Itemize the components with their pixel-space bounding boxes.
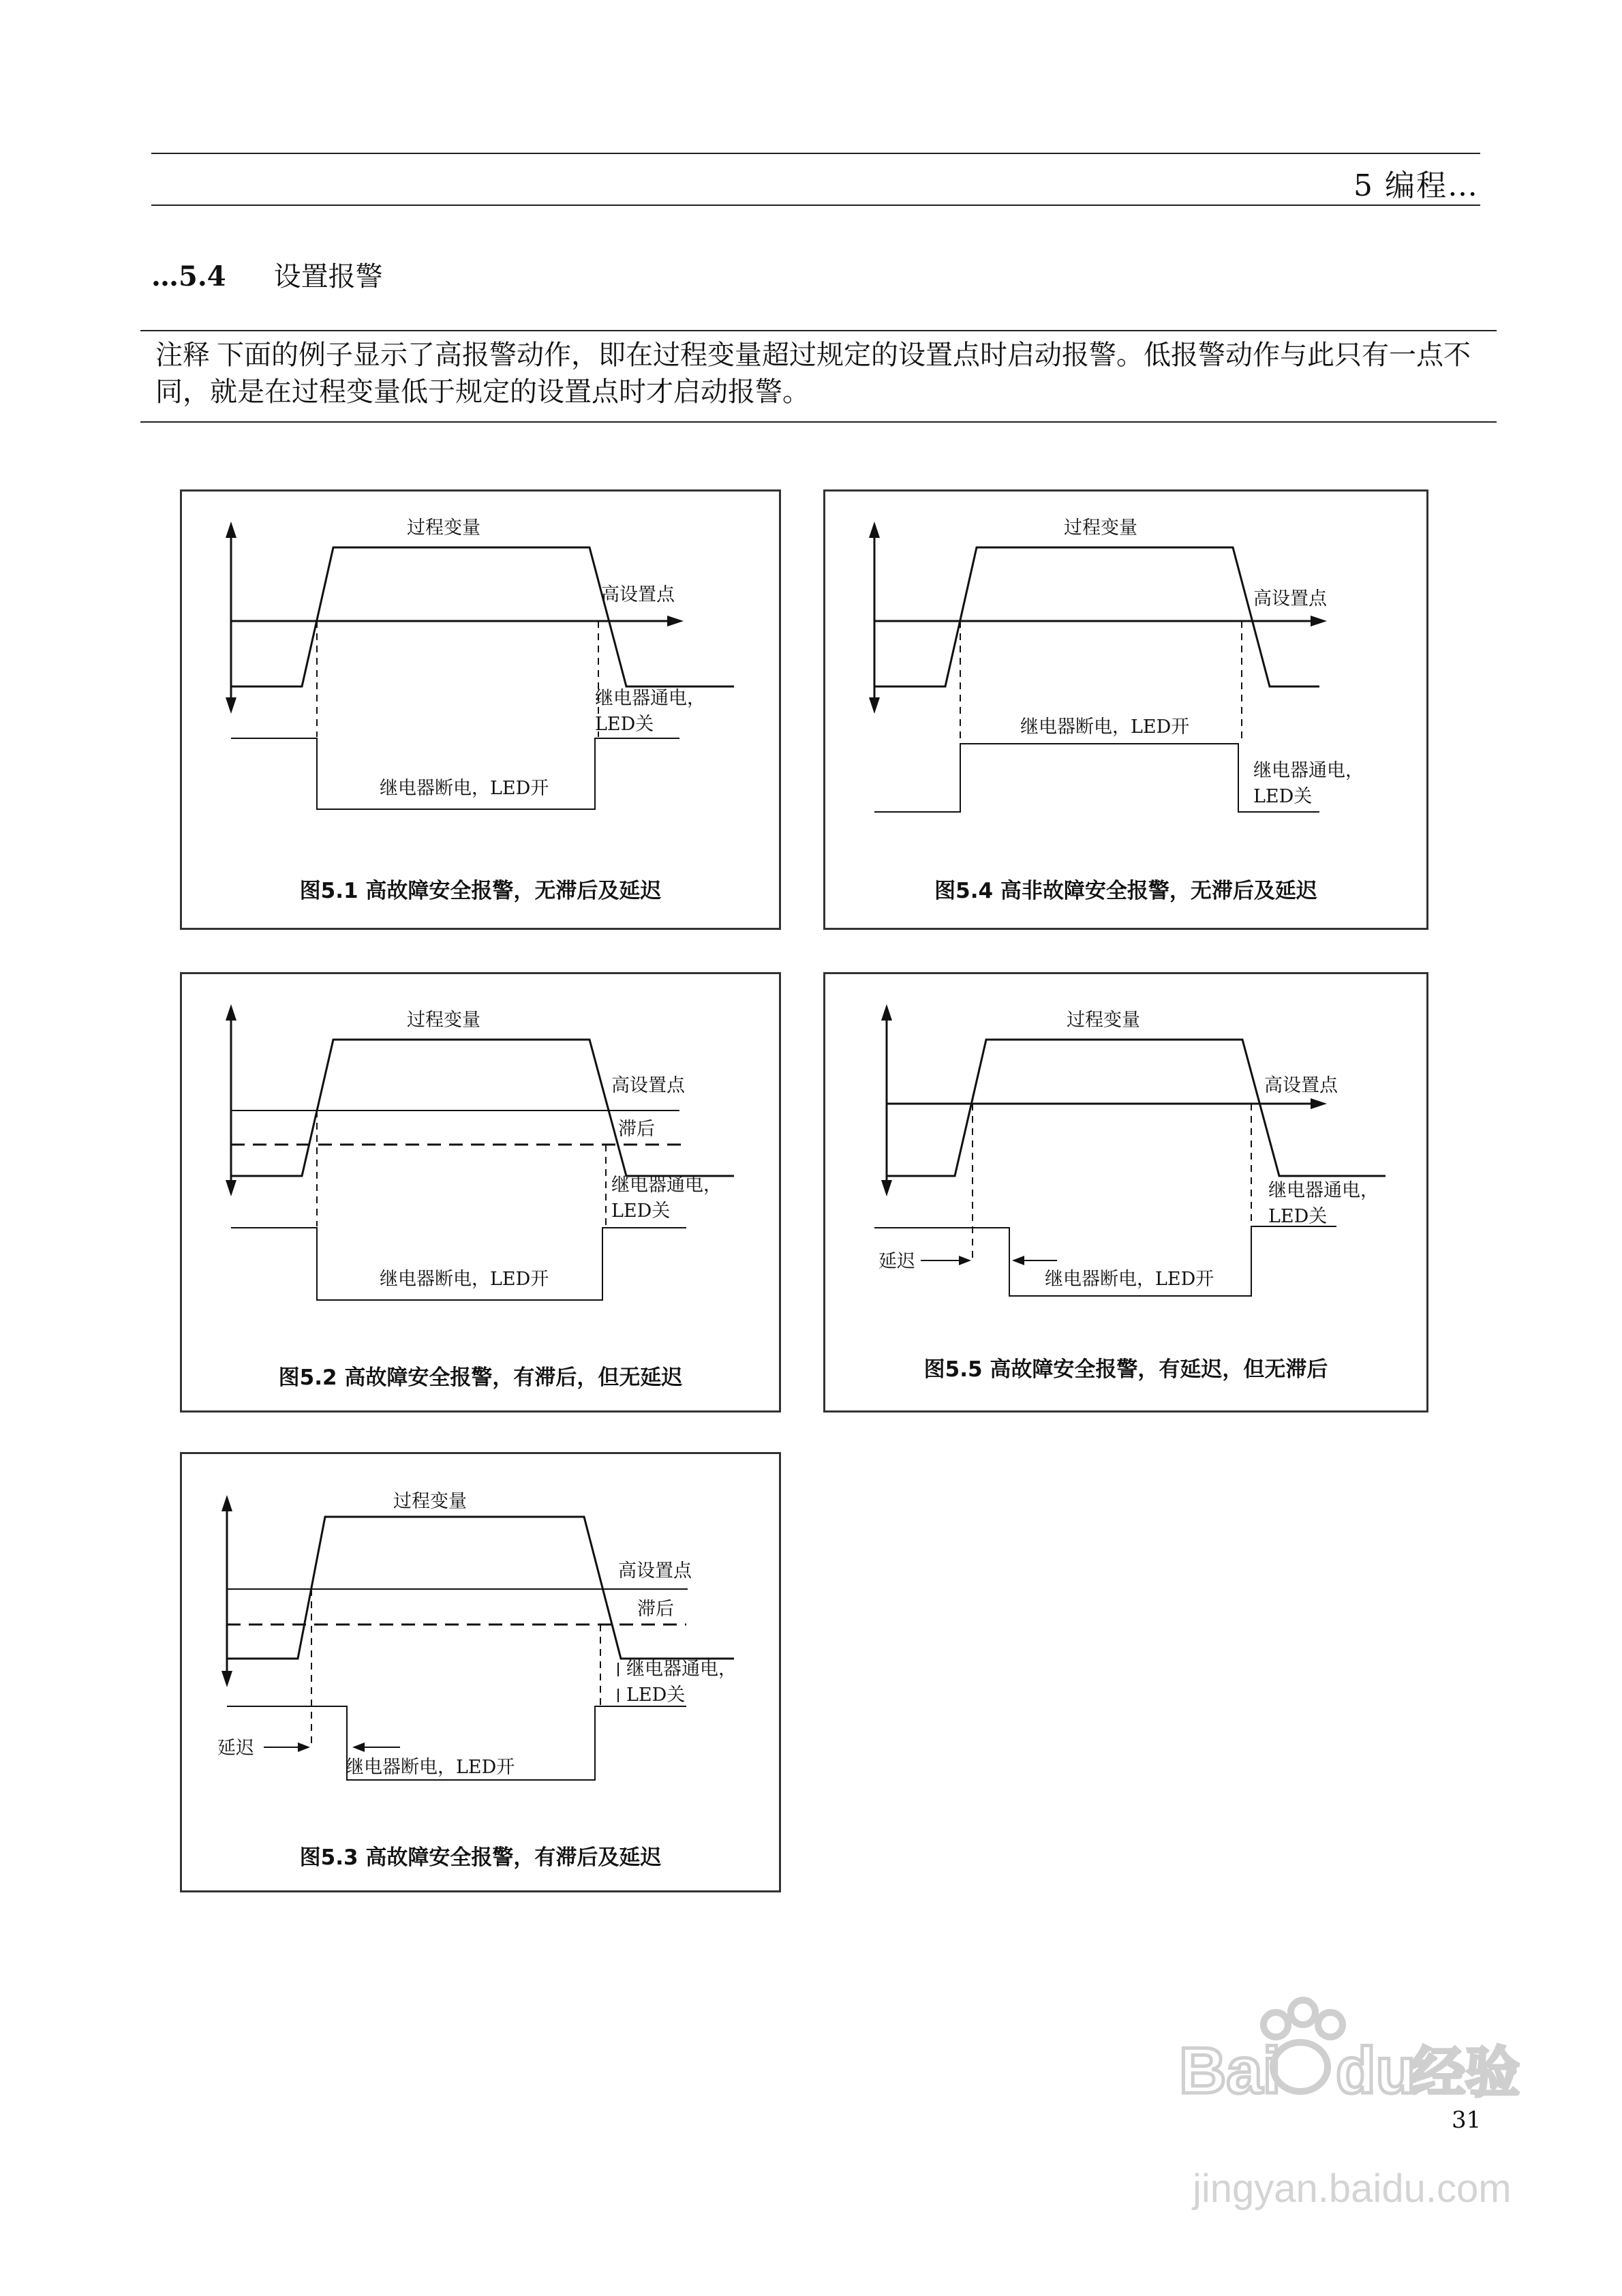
section-heading <box>151 255 383 294</box>
figure-5-1 <box>180 489 781 930</box>
label-delay: 延迟 <box>217 1738 254 1759</box>
label-relay-on-1: 继电器通电， <box>1253 760 1364 781</box>
setpoint-arrow <box>1311 616 1327 626</box>
header-bottom-rule <box>151 205 1480 206</box>
axis-arrow-down <box>226 697 236 714</box>
label-high-setpoint: 高设置点 <box>618 1560 692 1582</box>
figure-5-3-caption: 图5.3 高故障安全报警，有滞后及延迟 <box>299 1845 662 1870</box>
figure-5-5 <box>823 972 1428 1413</box>
process-variable-curve <box>227 1517 734 1659</box>
figure-5-5-diagram <box>825 974 1430 1415</box>
label-high-setpoint: 高设置点 <box>1253 588 1327 609</box>
axis-arrow-down <box>881 1180 892 1196</box>
label-hysteresis: 滞后 <box>637 1599 674 1620</box>
process-variable-curve <box>231 1040 734 1176</box>
delay-arrowhead-left <box>298 1742 310 1752</box>
delay-arrowhead-right <box>1012 1256 1024 1265</box>
label-delay: 延迟 <box>878 1251 915 1272</box>
figure-5-4-diagram <box>825 492 1430 932</box>
note-block <box>155 337 1491 410</box>
axis-arrow-down <box>221 1671 232 1687</box>
label-relay-on-1: 继电器通电， <box>595 688 705 709</box>
label-relay-off: 继电器断电，LED开 <box>380 1269 549 1290</box>
figure-5-5-caption: 图5.5 高故障安全报警，有延迟，但无滞后 <box>923 1357 1328 1382</box>
label-relay-on-1: 继电器通电， <box>611 1175 722 1196</box>
section-title: 设置报警 <box>273 261 383 292</box>
figure-5-1-caption: 图5.1 高故障安全报警，无滞后及延迟 <box>299 879 662 903</box>
figure-5-2-diagram <box>182 974 783 1415</box>
label-process-variable: 过程变量 <box>407 1010 480 1031</box>
label-relay-on-1: 继电器通电， <box>626 1659 737 1680</box>
page-number: 31 <box>1452 2106 1482 2134</box>
figure-5-2 <box>180 972 781 1413</box>
label-process-variable: 过程变量 <box>393 1491 467 1512</box>
label-relay-on-1: 继电器通电， <box>1268 1180 1379 1201</box>
note-text: 下面的例子显示了高报警动作，即在过程变量超过规定的设置点时启动报警。低报警动作与此只有一点不同，就是在过程变量低于规定的设置点时才启动报警。 <box>155 339 1471 408</box>
label-high-setpoint: 高设置点 <box>611 1075 685 1096</box>
running-header: 5 编程… <box>1353 168 1479 203</box>
watermark-brand-2: du <box>1336 2034 1416 2107</box>
setpoint-arrow <box>667 616 684 626</box>
figure-5-4-caption: 图5.4 高非故障安全报警，无滞后及延迟 <box>934 879 1317 903</box>
figure-5-4 <box>823 489 1428 930</box>
label-relay-off: 继电器断电，LED开 <box>1045 1269 1214 1290</box>
figure-5-3 <box>180 1452 781 1892</box>
label-relay-off: 继电器断电，LED开 <box>1020 716 1190 738</box>
label-process-variable: 过程变量 <box>1064 517 1137 539</box>
axis-arrow-up <box>869 522 880 538</box>
label-relay-on-2: LED关 <box>1268 1206 1328 1227</box>
label-high-setpoint: 高设置点 <box>601 584 675 605</box>
label-relay-on-2: LED关 <box>626 1685 686 1706</box>
note-bottom-rule <box>140 421 1497 423</box>
label-relay-off: 继电器断电，LED开 <box>346 1757 515 1778</box>
label-relay-on-2: LED关 <box>611 1200 671 1222</box>
axis-arrow-down <box>226 1180 236 1196</box>
figure-5-2-caption: 图5.2 高故障安全报警，有滞后，但无延迟 <box>278 1365 683 1390</box>
label-high-setpoint: 高设置点 <box>1264 1075 1338 1096</box>
figure-5-1-diagram <box>182 492 783 932</box>
label-process-variable: 过程变量 <box>407 517 480 539</box>
axis-arrow-up <box>226 1004 236 1021</box>
figure-5-3-diagram <box>182 1454 783 1894</box>
process-variable-curve <box>231 547 734 686</box>
label-relay-on-2: LED关 <box>1253 786 1313 807</box>
section-number: …5.4 <box>151 260 226 292</box>
axis-arrow-up <box>226 522 236 538</box>
delay-arrowhead-left <box>959 1256 971 1265</box>
note-label: 注释 <box>155 339 210 371</box>
watermark-url: jingyan.baidu.com <box>1193 2166 1512 2211</box>
label-process-variable: 过程变量 <box>1067 1010 1140 1031</box>
axis-arrow-up <box>881 1004 892 1021</box>
label-hysteresis: 滞后 <box>618 1119 655 1140</box>
label-relay-on-2: LED关 <box>595 714 654 735</box>
setpoint-arrow <box>1311 1098 1327 1109</box>
process-variable-curve <box>874 547 1319 686</box>
watermark-brand: Bai <box>1179 2034 1281 2107</box>
delay-arrowhead-right <box>352 1742 365 1752</box>
header-top-rule <box>151 153 1480 154</box>
note-top-rule <box>140 330 1497 331</box>
axis-arrow-down <box>869 697 880 714</box>
label-relay-off: 继电器断电，LED开 <box>380 778 549 799</box>
axis-arrow-up <box>221 1495 232 1511</box>
watermark-suffix: 经验 <box>1411 2041 1520 2104</box>
